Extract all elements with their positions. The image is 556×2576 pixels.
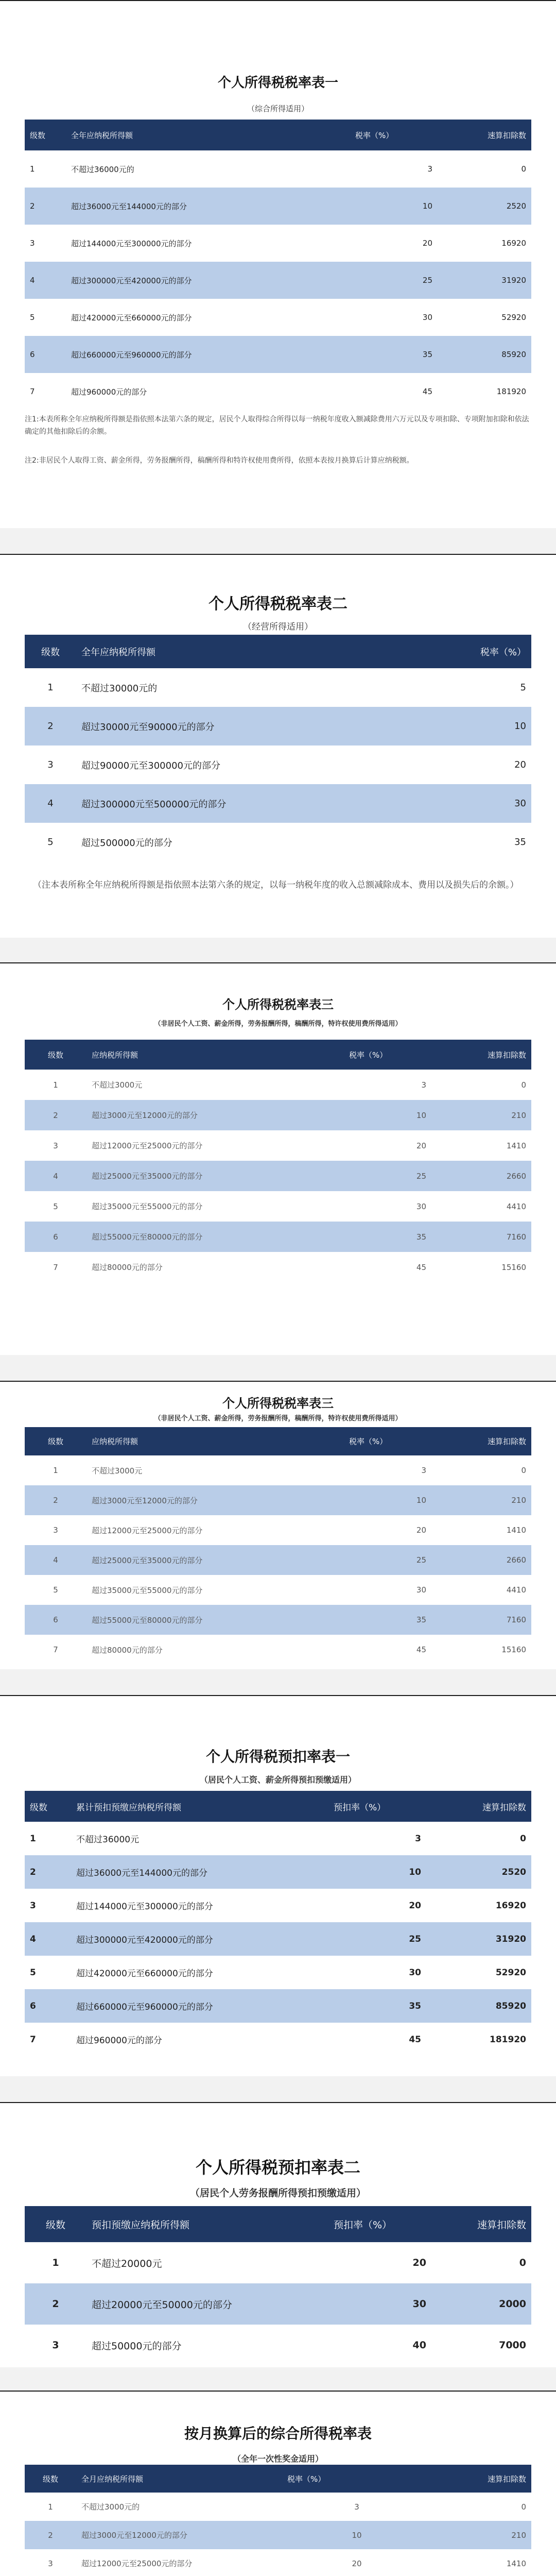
header-rate: 税率（%） [287,2474,326,2484]
rate-cell: 30 [412,2298,426,2310]
deduction-cell: 15160 [501,1645,526,1654]
tax-table-section-3 [0,962,556,1355]
level-cell: 7 [53,1645,58,1654]
header-deduction: 速算扣除数 [487,130,526,140]
header-level: 级数 [41,647,60,658]
table-row [25,225,531,262]
withholding-table-section-2 [0,2102,556,2367]
header-level: 级数 [47,1050,63,1060]
level-cell: 3 [47,759,54,770]
rate-cell: 30 [409,1967,421,1978]
deduction-cell: 181920 [490,2034,526,2045]
tax-table-section-4 [0,1381,556,1669]
rate-cell: 35 [514,837,526,848]
deduction-cell: 7160 [506,1615,526,1624]
income-cell: 超过12000元至25000元的部分 [92,1526,203,1535]
deduction-cell: 7160 [506,1232,526,1242]
header-rate: 税率（%） [480,647,526,658]
deduction-cell: 2520 [501,1867,526,1877]
level-cell: 7 [53,1262,58,1272]
income-cell: 超过25000元至35000元的部分 [92,1172,203,1181]
income-cell: 不超过30000元的 [81,683,158,694]
header-deduction: 速算扣除数 [482,1802,526,1813]
income-cell: 超过35000元至55000元的部分 [92,1202,203,1211]
section-title: 个人所得税税率表三 [222,1396,334,1411]
header-rate: 税率（%） [355,130,394,140]
section-subtitle: （非居民个人工资、薪金所得，劳务报酬所得，稿酬所得，特许权使用费所得适用） [154,1415,402,1422]
rate-cell: 10 [422,201,432,211]
deduction-cell: 0 [519,2257,526,2268]
level-cell: 5 [30,1967,36,1978]
rate-cell: 35 [416,1615,426,1624]
table-row [25,1605,531,1635]
table-row [25,1100,531,1130]
table-row [25,1922,531,1956]
deduction-cell: 2660 [506,1171,526,1181]
rate-cell: 25 [409,1934,421,1944]
income-cell: 超过3000元至12000元的部分 [92,1111,198,1120]
rate-cell: 45 [416,1262,426,1272]
level-cell: 4 [30,1934,36,1944]
rate-cell: 25 [416,1171,426,1181]
rate-cell: 35 [422,350,432,359]
table-row [25,1889,531,1922]
deduction-cell: 7000 [499,2340,526,2351]
header-rate: 税率（%） [349,1437,388,1446]
level-cell: 3 [48,2558,53,2568]
income-cell: 超过50000元的部分 [92,2340,182,2352]
deduction-cell: 210 [511,1496,526,1505]
rate-cell: 3 [427,164,432,174]
tax-rate-table [25,120,531,410]
table-note: 注2:非居民个人取得工资、薪金所得，劳务报酬所得，稿酬所得和特许权使用费所得，依照本表按月换算后计算应纳税额。 [25,456,414,465]
level-cell: 1 [48,2502,53,2512]
table-row [25,2325,531,2366]
withholding-table-section-1 [0,1695,556,2076]
header-income: 累计预扣预缴应纳税所得额 [76,1802,181,1813]
level-cell: 2 [52,2298,59,2310]
income-cell: 超过300000元至500000元的部分 [81,799,227,810]
rate-cell: 3 [421,1466,426,1475]
rate-cell: 45 [422,387,432,396]
header-income: 预扣预缴应纳税所得额 [92,2219,190,2231]
table-row [25,1455,531,1485]
table-row [25,823,531,861]
income-cell: 超过36000元至144000元的部分 [76,1868,207,1878]
income-cell: 不超过3000元 [92,1080,143,1090]
deduction-cell: 85920 [501,350,526,359]
table-row [25,373,531,410]
header-income: 全年应纳税所得额 [71,130,133,140]
section-subtitle: （居民个人劳务报酬所得预扣预缴适用） [189,2188,366,2199]
rate-cell: 3 [354,2502,359,2512]
level-cell: 6 [53,1615,58,1624]
section-subtitle: （非居民个人工资、薪金所得，劳务报酬所得，稿酬所得，特许权使用费所得适用） [154,1020,402,1028]
level-cell: 3 [53,1141,58,1150]
deduction-cell: 2000 [499,2298,526,2310]
table-row [25,1222,531,1252]
income-cell: 超过660000元至960000元的部分 [71,350,192,360]
rate-cell: 3 [415,1833,421,1844]
tax-rate-table [25,1791,531,2056]
table-row [25,1956,531,1989]
table-row [25,784,531,823]
income-cell: 超过420000元至660000元的部分 [71,313,192,323]
section-title: 个人所得税税率表二 [208,595,348,613]
deduction-cell: 0 [520,1833,526,1844]
table-row [25,1252,531,1282]
level-cell: 7 [30,2034,36,2045]
rate-cell: 45 [416,1645,426,1654]
table-row [25,1822,531,1855]
rate-cell: 45 [409,2034,421,2045]
header-level: 级数 [45,2219,65,2231]
table-row [25,1575,531,1605]
deduction-cell: 85920 [495,2001,526,2011]
income-cell: 超过36000元至144000元的部分 [71,201,187,211]
rate-cell: 25 [422,276,432,285]
income-cell: 超过80000元的部分 [92,1645,163,1655]
deduction-cell: 0 [521,2502,526,2512]
level-cell: 5 [47,837,54,848]
table-row [25,1855,531,1889]
rate-cell: 10 [352,2530,362,2540]
level-cell: 2 [48,2530,53,2540]
table-note: （注本表所称全年应纳税所得额是指依照本法第六条的规定，以每一纳税年度的收入总额减除成本、费用以及损失后的余额。） [33,880,519,890]
table-row [25,1130,531,1161]
table-row [25,1161,531,1191]
header-income: 全年应纳税所得额 [81,647,155,658]
table-row [25,1989,531,2023]
deduction-cell: 52920 [501,313,526,322]
tax-rate-table [25,635,531,861]
level-cell: 4 [53,1555,58,1565]
level-cell: 2 [53,1110,58,1120]
tax-rate-table [25,2206,531,2366]
table-row [25,1515,531,1545]
deduction-cell: 4410 [506,1585,526,1595]
rate-cell: 5 [520,682,526,693]
income-cell: 不超过36000元的 [71,164,134,174]
table-row [25,336,531,373]
income-cell: 超过960000元的部分 [71,387,147,397]
income-cell: 超过300000元至420000元的部分 [71,276,192,285]
header-level: 级数 [47,1437,63,1446]
level-cell: 1 [53,1466,58,1475]
rate-cell: 30 [416,1585,426,1595]
table-row [25,668,531,707]
header-deduction: 速算扣除数 [477,2219,526,2231]
level-cell: 7 [30,387,35,396]
level-cell: 4 [47,798,54,809]
table-row [25,745,531,784]
level-cell: 5 [53,1585,58,1595]
deduction-cell: 31920 [501,276,526,285]
rate-cell: 20 [416,1141,426,1150]
income-cell: 超过20000元至50000元的部分 [92,2299,232,2311]
income-cell: 不超过3000元的 [81,2502,140,2512]
rate-cell: 30 [514,798,526,809]
rate-cell: 20 [352,2558,362,2568]
rate-cell: 20 [416,1526,426,1535]
level-cell: 1 [52,2257,59,2268]
income-cell: 超过3000元至12000元的部分 [81,2531,187,2540]
deduction-cell: 0 [521,1466,526,1475]
rate-cell: 10 [409,1867,421,1877]
income-cell: 不超过20000元 [92,2258,162,2269]
header-level: 级数 [42,2474,58,2484]
tax-table-section-2 [0,554,556,938]
section-title: 个人所得税税率表一 [217,75,338,91]
section-title: 个人所得税税率表三 [222,997,334,1012]
rate-cell: 20 [514,759,526,770]
deduction-cell: 52920 [495,1967,526,1978]
table-row [25,2521,531,2549]
header-level: 级数 [30,130,46,140]
table-row [25,299,531,336]
deduction-cell: 16920 [501,239,526,248]
rate-cell: 10 [514,721,526,732]
income-cell: 超过500000元的部分 [81,837,172,849]
rate-cell: 3 [421,1080,426,1090]
level-cell: 2 [30,201,35,211]
income-cell: 超过960000元的部分 [76,2036,162,2046]
rate-cell: 30 [422,313,432,322]
table-row [25,2493,531,2521]
table-row [25,2283,531,2325]
table-row [25,2242,531,2283]
income-cell: 超过12000元至25000元的部分 [92,1141,203,1150]
section-title: 个人所得税预扣率表二 [195,2158,360,2177]
rate-cell: 35 [416,1232,426,1242]
income-cell: 超过30000元至90000元的部分 [81,721,215,733]
level-cell: 6 [53,1232,58,1242]
section-subtitle: （经营所得适用） [243,622,313,632]
deduction-cell: 1410 [506,1141,526,1150]
table-row [25,1070,531,1100]
income-cell: 超过660000元至960000元的部分 [76,2002,213,2012]
level-cell: 2 [30,1867,36,1877]
income-cell: 超过55000元至80000元的部分 [92,1615,203,1625]
table-row [25,1191,531,1222]
income-cell: 超过12000元至25000元的部分 [81,2559,193,2568]
table-row [25,262,531,299]
rate-cell: 35 [409,2001,421,2011]
deduction-cell: 4410 [506,1201,526,1211]
level-cell: 5 [30,313,35,322]
deduction-cell: 1410 [506,1526,526,1535]
section-title: 个人所得税预扣率表一 [205,1748,350,1765]
level-cell: 3 [30,1900,36,1911]
income-cell: 超过3000元至12000元的部分 [92,1496,198,1505]
monthly-conversion-section [0,2391,556,2576]
income-cell: 超过300000元至420000元的部分 [76,1935,213,1945]
deduction-cell: 2520 [506,201,526,211]
deduction-cell: 210 [511,2530,526,2540]
table-row [25,1635,531,1665]
income-cell: 不超过36000元 [76,1835,140,1845]
deduction-cell: 1410 [506,2558,526,2568]
income-cell: 超过55000元至80000元的部分 [92,1232,203,1242]
header-level: 级数 [30,1802,47,1813]
rate-cell: 30 [416,1201,426,1211]
tax-rate-table [25,1040,531,1282]
header-deduction: 速算扣除数 [487,1437,526,1446]
level-cell: 6 [30,2001,36,2011]
header-rate: 税率（%） [349,1050,388,1060]
rate-cell: 10 [416,1496,426,1505]
section-subtitle: （居民个人工资、薪金所得预扣预缴适用） [199,1775,356,1785]
income-cell: 超过80000元的部分 [92,1263,163,1272]
deduction-cell: 31920 [495,1934,526,1944]
header-rate: 预扣率（%） [334,2219,392,2231]
rate-cell: 10 [416,1110,426,1120]
level-cell: 1 [47,682,54,693]
deduction-cell: 0 [521,1080,526,1090]
income-cell: 超过144000元至300000元的部分 [71,239,192,248]
rate-cell: 20 [409,1900,421,1911]
income-cell: 超过90000元至300000元的部分 [81,760,220,771]
tax-rate-table [25,2465,531,2576]
table-row [25,2549,531,2576]
table-row [25,707,531,745]
table-row [25,1485,531,1515]
deduction-cell: 2660 [506,1555,526,1565]
table-row [25,150,531,188]
table-note: 注1:本表所称全年应纳税所得额是指依照本法第六条的规定，居民个人取得综合所得以每一纳税年度收入额减除费用六万元以及专项扣除、专项附加扣除和依法确定的其他扣除后的余额。 [25,415,529,436]
rate-cell: 25 [416,1555,426,1565]
deduction-cell: 0 [521,164,526,174]
tax-rate-table [25,1427,531,1665]
deduction-cell: 16920 [495,1900,526,1911]
rate-cell: 20 [422,239,432,248]
level-cell: 3 [30,239,35,248]
level-cell: 2 [47,721,54,732]
income-cell: 超过25000元至35000元的部分 [92,1555,203,1565]
section-subtitle: （全年一次性奖金适用） [232,2454,323,2464]
level-cell: 1 [30,164,35,174]
income-cell: 不超过3000元 [92,1466,143,1476]
level-cell: 4 [30,276,35,285]
level-cell: 3 [53,1526,58,1535]
income-cell: 超过420000元至660000元的部分 [76,1969,213,1979]
rate-cell: 20 [412,2257,426,2268]
income-cell: 超过35000元至55000元的部分 [92,1585,203,1595]
table-row [25,1545,531,1575]
level-cell: 2 [53,1496,58,1505]
header-income: 应纳税所得额 [92,1050,138,1060]
header-rate: 预扣率（%） [334,1802,386,1813]
deduction-cell: 210 [511,1110,526,1120]
tax-table-section-1 [0,0,556,528]
header-income: 应纳税所得额 [92,1437,138,1446]
deduction-cell: 15160 [501,1262,526,1272]
table-row [25,188,531,225]
table-row [25,2023,531,2056]
level-cell: 3 [52,2340,59,2351]
deduction-cell: 181920 [496,387,526,396]
section-subtitle: （综合所得适用） [247,104,309,113]
header-deduction: 速算扣除数 [487,1050,526,1060]
rate-cell: 40 [412,2340,426,2351]
income-cell: 超过144000元至300000元的部分 [76,1902,213,1912]
level-cell: 6 [30,350,35,359]
level-cell: 4 [53,1171,58,1181]
section-title: 按月换算后的综合所得税率表 [184,2425,372,2442]
level-cell: 1 [30,1833,36,1844]
level-cell: 1 [53,1080,58,1090]
header-deduction: 速算扣除数 [487,2474,526,2484]
header-income: 全月应纳税所得额 [81,2474,144,2484]
level-cell: 5 [53,1201,58,1211]
